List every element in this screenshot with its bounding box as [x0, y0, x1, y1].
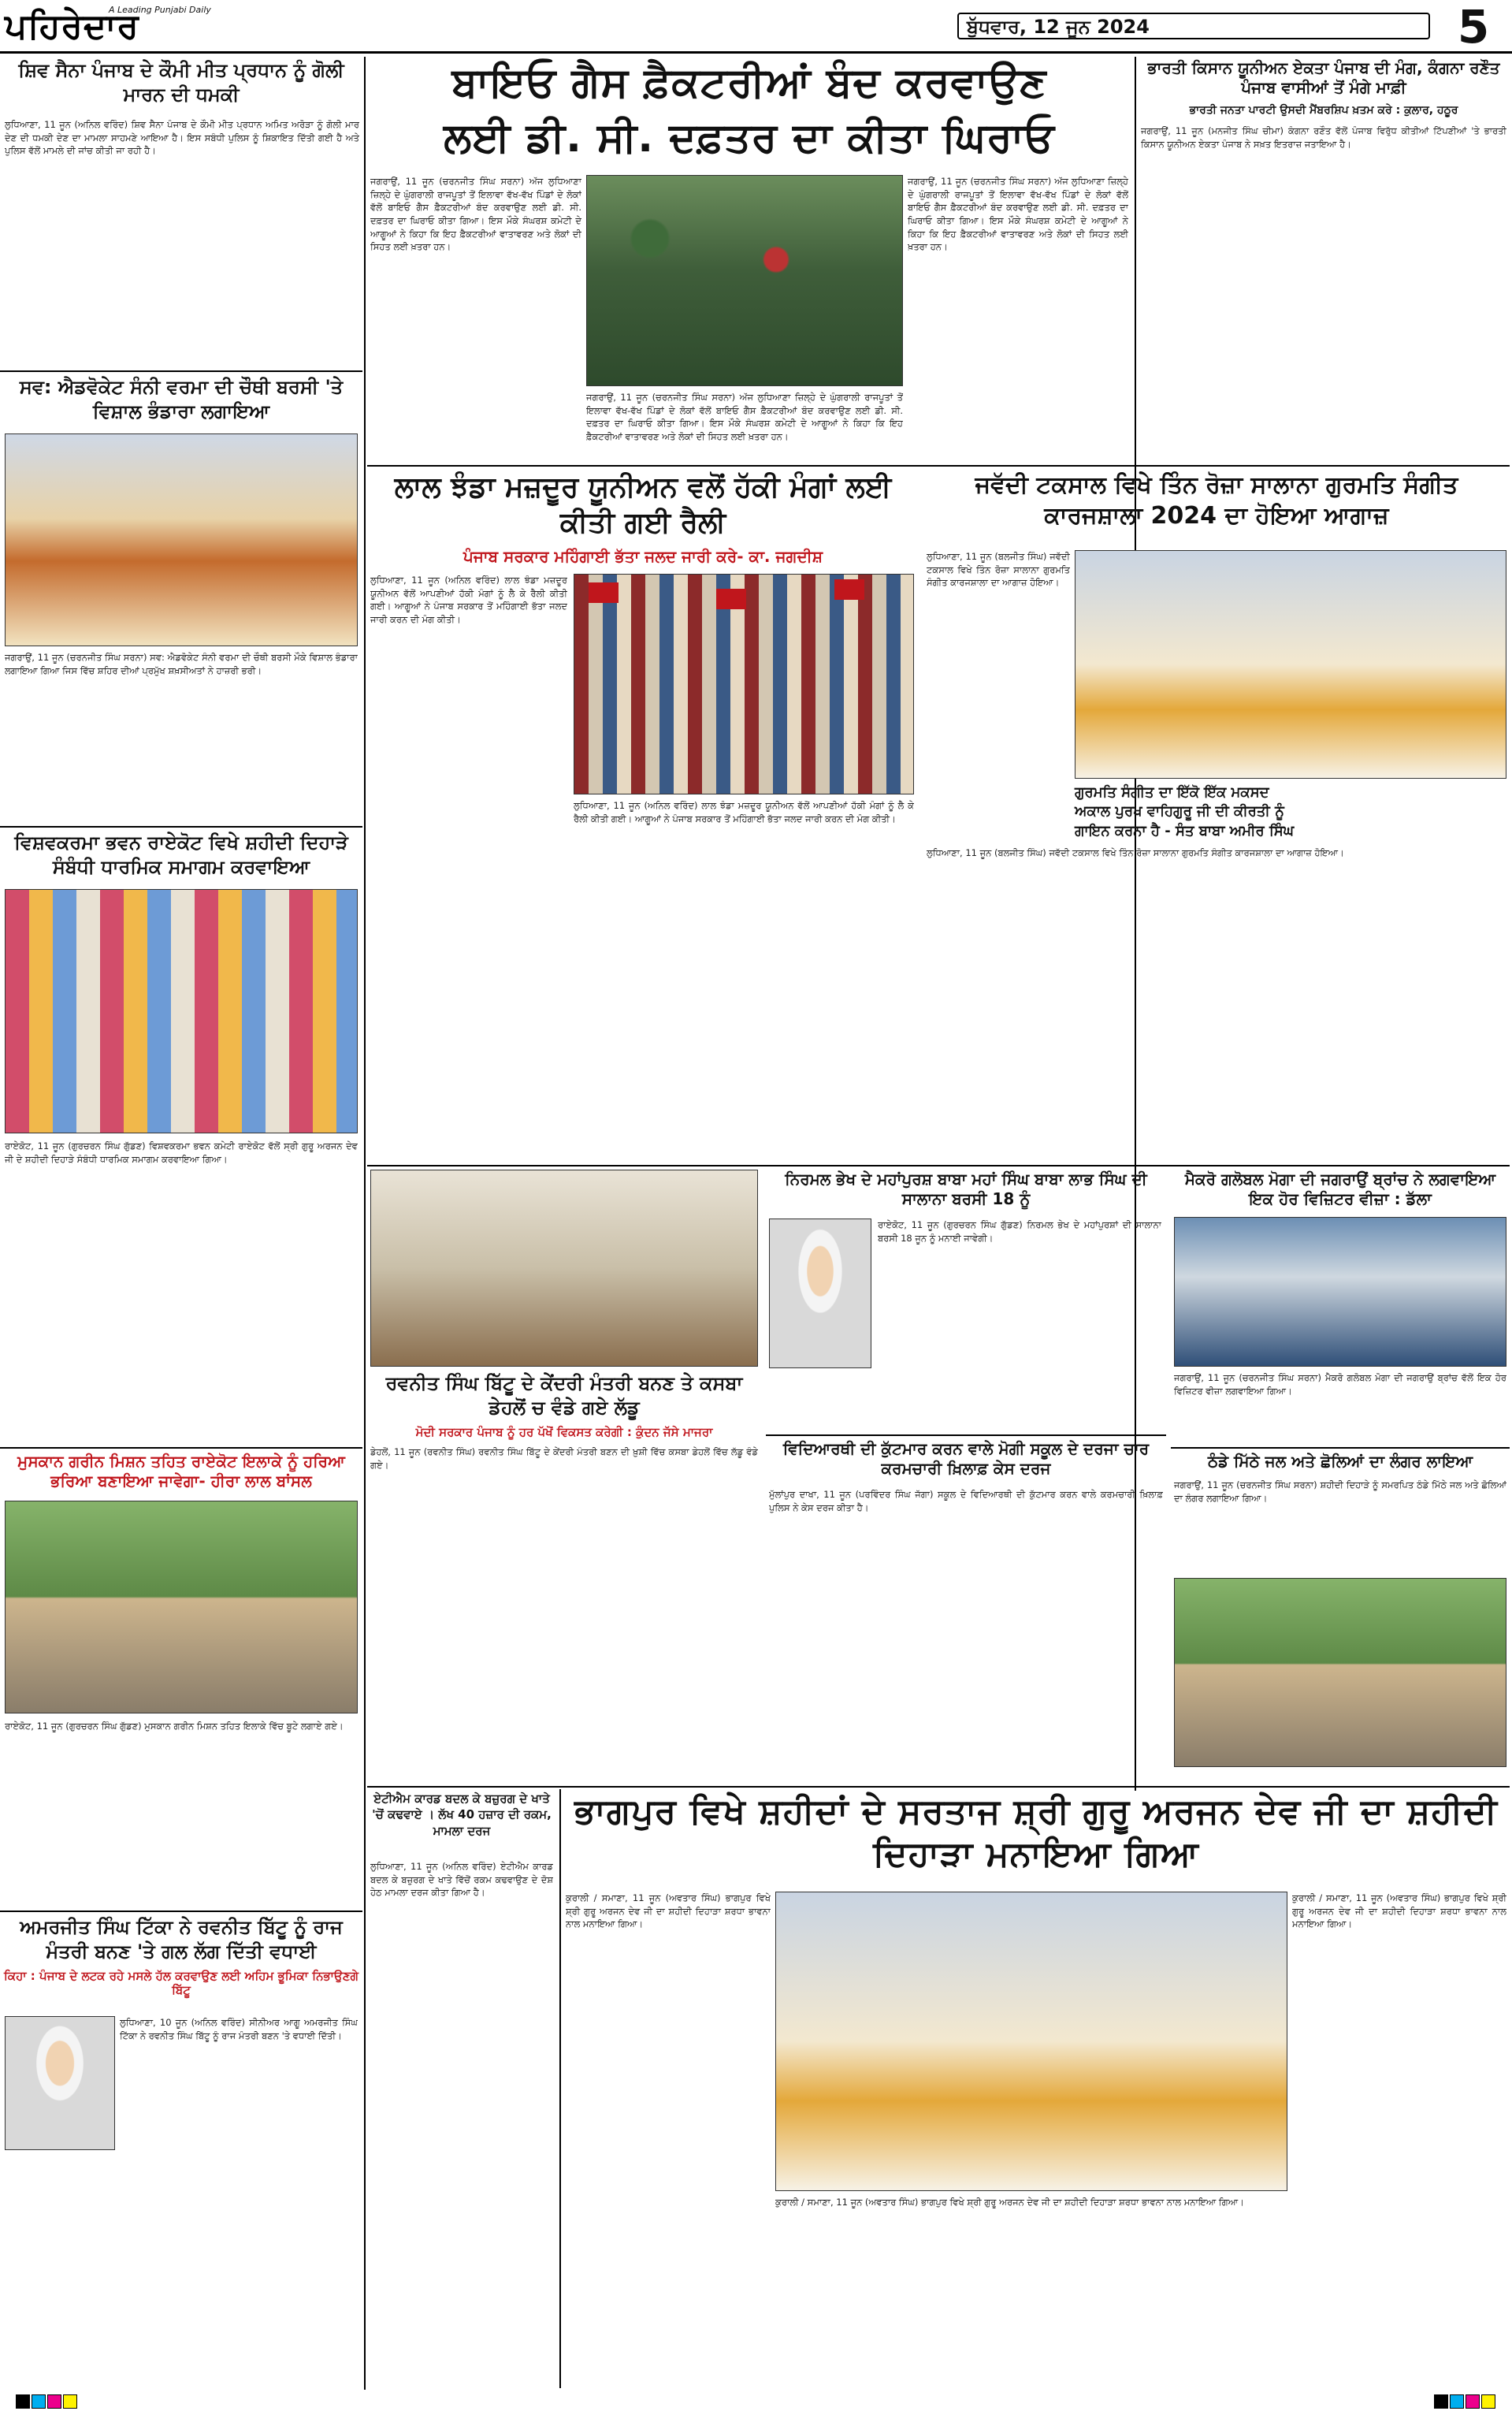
story-kisan	[1138, 57, 1510, 459]
article-body: ਜਗਰਾਉਂ, 11 ਜੂਨ (ਚਰਨਜੀਤ ਸਿੰਘ ਸਰਨਾ) ਸ਼ਹੀਦੀ ਦਿਹਾੜੇ ਨੂੰ ਸਮਰਪਿਤ ਠੰਡੇ ਮਿੱਠੇ ਜਲ ਅਤੇ ਛੋਲਿਆਂ ਦਾ ਲੰਗਰ ਲਗਾਇਆ ਗਿਆ।	[1174, 1479, 1506, 1504]
headline[interactable]: ਭਾਗਪੁਰ ਵਿਖੇ ਸ਼ਹੀਦਾਂ ਦੇ ਸਰਤਾਜ ਸ਼੍ਰੀ ਗੁਰੂ ਅਰਜਨ ਦੇਵ ਜੀ ਦਾ ਸ਼ਹੀਦੀ ਦਿਹਾੜਾ ਮਨਾਇਆ ਗਿਆ	[574, 1792, 1498, 1874]
event-photo[interactable]	[370, 1170, 758, 1367]
divider	[367, 465, 1510, 467]
article-body: ਕੁਰਾਲੀ / ਸਮਾਣਾ, 11 ਜੂਨ (ਅਵਤਾਰ ਸਿੰਘ) ਭਾਗਪੁਰ ਵਿਖੇ ਸ਼੍ਰੀ ਗੁਰੂ ਅਰਜਨ ਦੇਵ ਜੀ ਦਾ ਸ਼ਹੀਦੀ ਦਿਹਾੜਾ ਸ਼ਰਧਾ ਭਾਵਨਾ ਨਾਲ ਮਨਾਇਆ ਗਿਆ।	[566, 1892, 771, 1930]
page-number: 5	[1457, 0, 1490, 54]
article-body: ਜਗਰਾਉਂ, 11 ਜੂਨ (ਚਰਨਜੀਤ ਸਿੰਘ ਸਰਨਾ) ਮੈਕਰੋ ਗਲੋਬਲ ਮੋਗਾ ਦੀ ਜਗਰਾਉਂ ਬ੍ਰਾਂਚ ਵੱਲੋਂ ਇਕ ਹੋਰ ਵਿਜ਼ਿਟਰ ਵੀਜ਼ਾ ਲਗਵਾਇਆ ਗਿਆ।	[1174, 1372, 1506, 1397]
divider	[1171, 1447, 1510, 1449]
rally-photo[interactable]	[574, 574, 914, 794]
article-body-continued: ਜਗਰਾਉਂ, 11 ਜੂਨ (ਚਰਨਜੀਤ ਸਿੰਘ ਸਰਨਾ) ਅੱਜ ਲੁਧਿਆਣਾ ਜ਼ਿਲ੍ਹੇ ਦੇ ਘੁੰਗਰਾਲੀ ਰਾਜਪੂਤਾਂ ਤੋਂ ਇਲਾਵਾ ਵੱਖ-ਵੱਖ ਪਿੰਡਾਂ ਦੇ ਲੋਕਾਂ ਵੱਲੋਂ ਬਾਇਓ ਗੈਸ ਫ਼ੈਕਟਰੀਆਂ ਬੰਦ ਕਰਵਾਉਣ ਲਈ ਡੀ. ਸੀ. ਦਫ਼ਤਰ ਦਾ ਘਿਰਾਓ ਕੀਤਾ ਗਿਆ। ਇਸ ਮੌਕੇ ਸੰਘਰਸ਼ ਕਮੇਟੀ ਦੇ ਆਗੂਆਂ ਨੇ ਕਿਹਾ ਕਿ ਇਹ ਫ਼ੈਕਟਰੀਆਂ ਵਾਤਾਵਰਣ ਅਤੇ ਲੋਕਾਂ ਦੀ ਸਿਹਤ ਲਈ ਖ਼ਤਰਾ ਹਨ।	[908, 176, 1128, 253]
cmyk-swatch	[63, 2394, 77, 2409]
red-flag-icon	[589, 582, 619, 603]
column-rule	[559, 1789, 561, 2388]
story-tikka	[0, 1914, 362, 2387]
article-body: ਲੁਧਿਆਣਾ, 10 ਜੂਨ (ਅਨਿਲ ਵਰਿੰਦ) ਸੀਨੀਅਰ ਆਗੂ ਅਮਰਜੀਤ ਸਿੰਘ ਟਿੱਕਾ ਨੇ ਰਵਨੀਤ ਸਿੰਘ ਬਿੱਟੂ ਨੂੰ ਰਾਜ ਮੰਤਰੀ ਬਣਨ 'ਤੇ ਵਧਾਈ ਦਿੱਤੀ।	[120, 2017, 358, 2041]
headline[interactable]: ਏਟੀਐਮ ਕਾਰਡ ਬਦਲ ਕੇ ਬਜ਼ੁਰਗ ਦੇ ਖਾਤੇ 'ਚੋਂ ਕਢਵਾਏ । ਲੱਖ 40 ਹਜ਼ਾਰ ਦੀ ਰਕਮ, ਮਾਮਲਾ ਦਰਜ	[372, 1792, 552, 1838]
divider	[0, 1911, 362, 1912]
cmyk-swatch	[32, 2394, 46, 2409]
headline-line-1[interactable]: ਬਾਇਓ ਗੈਸ ਫ਼ੈਕਟਰੀਆਂ ਬੰਦ ਕਰਵਾਉਣ	[451, 59, 1047, 106]
divider	[367, 1165, 1510, 1166]
story-langar	[1171, 1450, 1510, 1773]
cmyk-swatch	[1450, 2394, 1464, 2409]
event-photo[interactable]	[5, 433, 358, 646]
ceremony-photo[interactable]	[775, 1892, 1287, 2191]
article-body: ਜਗਰਾਉਂ, 11 ਜੂਨ (ਚਰਨਜੀਤ ਸਿੰਘ ਸਰਨਾ) ਅੱਜ ਲੁਧਿਆਣਾ ਜ਼ਿਲ੍ਹੇ ਦੇ ਘੁੰਗਰਾਲੀ ਰਾਜਪੂਤਾਂ ਤੋਂ ਇਲਾਵਾ ਵੱਖ-ਵੱਖ ਪਿੰਡਾਂ ਦੇ ਲੋਕਾਂ ਵੱਲੋਂ ਬਾਇਓ ਗੈਸ ਫ਼ੈਕਟਰੀਆਂ ਬੰਦ ਕਰਵਾਉਣ ਲਈ ਡੀ. ਸੀ. ਦਫ਼ਤਰ ਦਾ ਘਿਰਾਓ ਕੀਤਾ ਗਿਆ। ਇਸ ਮੌਕੇ ਸੰਘਰਸ਼ ਕਮੇਟੀ ਦੇ ਆਗੂਆਂ ਨੇ ਕਿਹਾ ਕਿ ਇਹ ਫ਼ੈਕਟਰੀਆਂ ਵਾਤਾਵਰਣ ਅਤੇ ਲੋਕਾਂ ਦੀ ਸਿਹਤ ਲਈ ਖ਼ਤਰਾ ਹਨ।	[370, 176, 581, 253]
divider	[0, 826, 362, 828]
article-body: ਲੁਧਿਆਣਾ, 11 ਜੂਨ (ਬਲਜੀਤ ਸਿੰਘ) ਜਵੱਦੀ ਟਕਸਾਲ ਵਿਖੇ ਤਿੰਨ ਰੋਜ਼ਾ ਸਾਲਾਨਾ ਗੁਰਮਤਿ ਸੰਗੀਤ ਕਾਰਜਸ਼ਾਲਾ ਦਾ ਆਗਾਜ਼ ਹੋਇਆ।	[927, 551, 1070, 589]
story-bhagpur	[563, 1789, 1510, 2388]
article-body: ਮੁੱਲਾਂਪੁਰ ਦਾਖਾ, 11 ਜੂਨ (ਪਰਵਿੰਦਰ ਸਿੰਘ ਜੱਗਾ) ਸਕੂਲ ਦੇ ਵਿਦਿਆਰਥੀ ਦੀ ਕੁੱਟਮਾਰ ਕਰਨ ਵਾਲੇ ਕਰਮਚਾਰੀ ਖ਼ਿਲਾਫ਼ ਪੁਲਿਸ ਨੇ ਕੇਸ ਦਰਜ ਕੀਤਾ ਹੈ।	[769, 1489, 1163, 1513]
story-biogas	[367, 57, 1131, 459]
cmyk-swatch	[1434, 2394, 1448, 2409]
event-photo[interactable]	[5, 889, 358, 1133]
headline[interactable]: ਮੈਕਰੋ ਗਲੋਬਲ ਮੋਗਾ ਦੀ ਜਗਰਾਉਂ ਬ੍ਰਾਂਚ ਨੇ ਲਗਵਾਇਆ ਇਕ ਹੋਰ ਵਿਜ਼ਿਟਰ ਵੀਜ਼ਾ : ਡੱਲਾ	[1184, 1170, 1496, 1208]
article-body-continued: ਲੁਧਿਆਣਾ, 11 ਜੂਨ (ਬਲਜੀਤ ਸਿੰਘ) ਜਵੱਦੀ ਟਕਸਾਲ ਵਿਖੇ ਤਿੰਨ ਰੋਜ਼ਾ ਸਾਲਾਨਾ ਗੁਰਮਤਿ ਸੰਗੀਤ ਕਾਰਜਸ਼ਾਲਾ ਦਾ ਆਗਾਜ਼ ਹੋਇਆ।	[927, 847, 1344, 858]
divider	[0, 1447, 362, 1449]
cmyk-swatch	[1466, 2394, 1480, 2409]
headline[interactable]: ਨਿਰਮਲ ਭੇਖ ਦੇ ਮਹਾਂਪੁਰਸ਼ ਬਾਬਾ ਮਹਾਂ ਸਿੰਘ ਬਾਬਾ ਲਾਭ ਸਿੰਘ ਦੀ ਸਾਲਾਨਾ ਬਰਸੀ 18 ਨੂੰ	[785, 1170, 1147, 1208]
story-moga-school	[766, 1438, 1166, 1674]
cmyk-swatch	[1481, 2394, 1495, 2409]
subheadline: ਕਿਹਾ : ਪੰਜਾਬ ਦੇ ਲਟਕ ਰਹੇ ਮਸਲੇ ਹੱਲ ਕਰਵਾਉਣ ਲਈ ਅਹਿਮ ਭੂਮਿਕਾ ਨਿਭਾਉਣਗੇ ਬਿੱਟੂ	[4, 1969, 358, 1997]
story-bittu-laddoo	[367, 1168, 761, 1672]
red-flag-icon	[716, 589, 746, 609]
headline[interactable]: ਭਾਰਤੀ ਕਿਸਾਨ ਯੂਨੀਅਨ ਏਕਤਾ ਪੰਜਾਬ ਦੀ ਮੰਗ, ਕੰਗਨਾ ਰਣੌਤ ਪੰਜਾਬ ਵਾਸੀਆਂ ਤੋਂ ਮੰਗੇ ਮਾਫ਼ੀ	[1147, 58, 1500, 97]
article-body-continued: ਜਗਰਾਉਂ, 11 ਜੂਨ (ਚਰਨਜੀਤ ਸਿੰਘ ਸਰਨਾ) ਅੱਜ ਲੁਧਿਆਣਾ ਜ਼ਿਲ੍ਹੇ ਦੇ ਘੁੰਗਰਾਲੀ ਰਾਜਪੂਤਾਂ ਤੋਂ ਇਲਾਵਾ ਵੱਖ-ਵੱਖ ਪਿੰਡਾਂ ਦੇ ਲੋਕਾਂ ਵੱਲੋਂ ਬਾਇਓ ਗੈਸ ਫ਼ੈਕਟਰੀਆਂ ਬੰਦ ਕਰਵਾਉਣ ਲਈ ਡੀ. ਸੀ. ਦਫ਼ਤਰ ਦਾ ਘਿਰਾਓ ਕੀਤਾ ਗਿਆ। ਇਸ ਮੌਕੇ ਸੰਘਰਸ਼ ਕਮੇਟੀ ਦੇ ਆਗੂਆਂ ਨੇ ਕਿਹਾ ਕਿ ਇਹ ਫ਼ੈਕਟਰੀਆਂ ਵਾਤਾਵਰਣ ਅਤੇ ਲੋਕਾਂ ਦੀ ਸਿਹਤ ਲਈ ਖ਼ਤਰਾ ਹਨ।	[586, 392, 903, 443]
cmyk-swatch	[16, 2394, 30, 2409]
subheadline: ਭਾਰਤੀ ਜਨਤਾ ਪਾਰਟੀ ਉਸਦੀ ਮੈਂਬਰਸ਼ਿਪ ਖ਼ਤਮ ਕਰੇ : ਕੁਲਾਰ, ਹਠੂਰ	[1189, 104, 1458, 117]
red-flag-icon	[834, 579, 864, 600]
story-global-moga	[1171, 1168, 1510, 1444]
headline[interactable]: ਮੁਸਕਾਨ ਗਰੀਨ ਮਿਸ਼ਨ ਤਹਿਤ ਰਾਏਕੋਟ ਇਲਾਕੇ ਨੂੰ ਹਰਿਆ ਭਰਿਆ ਬਣਾਇਆ ਜਾਵੇਗਾ- ਹੀਰਾ ਲਾਲ ਬਾਂਸਲ	[17, 1452, 345, 1490]
article-body: ਰਾਏਕੋਟ, 11 ਜੂਨ (ਗੁਰਚਰਨ ਸਿੰਘ ਗੁੱਡਣ) ਵਿਸ਼ਵਕਰਮਾ ਭਵਨ ਕਮੇਟੀ ਰਾਏਕੋਟ ਵੱਲੋਂ ਸ੍ਰੀ ਗੁਰੂ ਅਰਜਨ ਦੇਵ ਜੀ ਦੇ ਸ਼ਹੀਦੀ ਦਿਹਾੜੇ ਸੰਬੰਧੀ ਧਾਰਮਿਕ ਸਮਾਗਮ ਕਰਵਾਇਆ ਗਿਆ।	[5, 1140, 358, 1165]
headline[interactable]: ਜਵੱਦੀ ਟਕਸਾਲ ਵਿਖੇ ਤਿੰਨ ਰੋਜ਼ਾ ਸਾਲਾਨਾ ਗੁਰਮਤਿ ਸੰਗੀਤ ਕਾਰਜਸ਼ਾਲਾ 2024 ਦਾ ਹੋਇਆ ਆਗਾਜ਼	[975, 471, 1458, 530]
story-bhandara	[0, 374, 362, 823]
story-lal-jhanda	[367, 468, 919, 1162]
protest-photo[interactable]	[586, 175, 903, 386]
masthead	[0, 0, 1512, 54]
headline[interactable]: ਰਵਨੀਤ ਸਿੰਘ ਬਿੱਟੂ ਦੇ ਕੇਂਦਰੀ ਮੰਤਰੀ ਬਨਣ ਤੇ ਕਸਬਾ ਡੇਹਲੋਂ ਚ ਵੰਡੇ ਗਏ ਲੱਡੂ	[385, 1372, 743, 1419]
article-body: ਰਾਏਕੋਟ, 11 ਜੂਨ (ਗੁਰਚਰਨ ਸਿੰਘ ਗੁੱਡਣ) ਮੁਸਕਾਨ ਗਰੀਨ ਮਿਸ਼ਨ ਤਹਿਤ ਇਲਾਕੇ ਵਿੱਚ ਬੂਟੇ ਲਗਾਏ ਗਏ।	[5, 1721, 344, 1732]
issue-date: ਬੁੱਧਵਾਰ, 12 ਜੂਨ 2024	[957, 13, 1430, 39]
headline-line-2[interactable]: ਲਈ ਡੀ. ਸੀ. ਦਫ਼ਤਰ ਦਾ ਕੀਤਾ ਘਿਰਾਓ	[444, 114, 1055, 162]
article-body: ਜਗਰਾਉਂ, 11 ਜੂਨ (ਚਰਨਜੀਤ ਸਿੰਘ ਸਰਨਾ) ਸਵ: ਐਡਵੋਕੇਟ ਸੰਨੀ ਵਰਮਾ ਦੀ ਚੌਥੀ ਬਰਸੀ ਮੌਕੇ ਵਿਸ਼ਾਲ ਭੰਡਾਰਾ ਲਗਾਇਆ ਗਿਆ ਜਿਸ ਵਿੱਚ ਸ਼ਹਿਰ ਦੀਆਂ ਪ੍ਰਮੁੱਖ ਸ਼ਖ਼ਸੀਅਤਾਂ ਨੇ ਹਾਜ਼ਰੀ ਭਰੀ।	[5, 652, 358, 676]
article-body-continued: ਲੁਧਿਆਣਾ, 11 ਜੂਨ (ਅਨਿਲ ਵਰਿੰਦ) ਲਾਲ ਝੰਡਾ ਮਜ਼ਦੂਰ ਯੂਨੀਅਨ ਵੱਲੋਂ ਆਪਣੀਆਂ ਹੱਕੀ ਮੰਗਾਂ ਨੂੰ ਲੈ ਕੇ ਰੈਲੀ ਕੀਤੀ ਗਈ। ਆਗੂਆਂ ਨੇ ਪੰਜਾਬ ਸਰਕਾਰ ਤੋਂ ਮਹਿੰਗਾਈ ਭੱਤਾ ਜਲਦ ਜਾਰੀ ਕਰਨ ਦੀ ਮੰਗ ਕੀਤੀ।	[574, 800, 914, 824]
story-muskan	[0, 1450, 362, 1907]
story-nirmal-bhekh	[766, 1168, 1166, 1432]
langar-photo[interactable]	[1174, 1578, 1506, 1767]
event-photo[interactable]	[1174, 1217, 1506, 1367]
article-body: ਲੁਧਿਆਣਾ, 11 ਜੂਨ (ਅਨਿਲ ਵਰਿੰਦ) ਏਟੀਐਮ ਕਾਰਡ ਬਦਲ ਕੇ ਬਜ਼ੁਰਗ ਦੇ ਖਾਤੇ ਵਿੱਚੋਂ ਰਕਮ ਕਢਵਾਉਣ ਦੇ ਦੋਸ਼ ਹੇਠ ਮਾਮਲਾ ਦਰਜ ਕੀਤਾ ਗਿਆ ਹੈ।	[370, 1861, 553, 1899]
headline[interactable]: ਲਾਲ ਝੰਡਾ ਮਜ਼ਦੂਰ ਯੂਨੀਅਨ ਵਲੋਂ ਹੱਕੀ ਮੰਗਾਂ ਲਈ ਕੀਤੀ ਗਈ ਰੈਲੀ	[394, 471, 892, 539]
headline[interactable]: ਵਿਦਿਆਰਥੀ ਦੀ ਕੁੱਟਮਾਰ ਕਰਨ ਵਾਲੇ ਮੋਗੀ ਸਕੂਲ ਦੇ ਦਰਜਾ ਚਾਰ ਕਰਮਚਾਰੀ ਖ਼ਿਲਾਫ਼ ਕੇਸ ਦਰਜ	[782, 1439, 1150, 1478]
print-registration-bar	[0, 2392, 1512, 2411]
logo-tagline: A Leading Punjabi Daily	[109, 5, 211, 15]
headline[interactable]: ਸਵ: ਐਡਵੋਕੇਟ ਸੰਨੀ ਵਰਮਾ ਦੀ ਚੌਥੀ ਬਰਸੀ 'ਤੇ ਵਿਸ਼ਾਲ ਭੰਡਾਰਾ ਲਗਾਇਆ	[19, 376, 344, 423]
pull-quote: ਗੁਰਮਤਿ ਸੰਗੀਤ ਦਾ ਇੱਕੋ ਇੱਕ ਮਕਸਦ ਅਕਾਲ ਪੁਰਖ ਵਾਹਿਗੁਰੂ ਜੀ ਦੀ ਕੀਰਤੀ ਨੂੰ ਗਾਇਨ ਕਰਨਾ ਹੈ - ਸੰਤ ਬਾਬਾ ਅਮੀਰ ਸਿੰਘ	[1075, 784, 1295, 839]
column-rule	[364, 57, 366, 2390]
portrait-photo[interactable]	[769, 1219, 871, 1368]
article-body-continued: ਕੁਰਾਲੀ / ਸਮਾਣਾ, 11 ਜੂਨ (ਅਵਤਾਰ ਸਿੰਘ) ਭਾਗਪੁਰ ਵਿਖੇ ਸ਼੍ਰੀ ਗੁਰੂ ਅਰਜਨ ਦੇਵ ਜੀ ਦਾ ਸ਼ਹੀਦੀ ਦਿਹਾੜਾ ਸ਼ਰਧਾ ਭਾਵਨਾ ਨਾਲ ਮਨਾਇਆ ਗਿਆ।	[775, 2197, 1244, 2208]
ceremony-photo[interactable]	[1075, 550, 1506, 779]
divider	[766, 1434, 1166, 1436]
headline[interactable]: ਅਮਰਜੀਤ ਸਿੰਘ ਟਿੱਕਾ ਨੇ ਰਵਨੀਤ ਬਿੱਟੂ ਨੂੰ ਰਾਜ ਮੰਤਰੀ ਬਨਣ 'ਤੇ ਗਲ ਲੱਗ ਦਿੱਤੀ ਵਧਾਈ	[20, 1916, 343, 1963]
article-body: ਲੁਧਿਆਣਾ, 11 ਜੂਨ (ਅਨਿਲ ਵਰਿੰਦ) ਲਾਲ ਝੰਡਾ ਮਜ਼ਦੂਰ ਯੂਨੀਅਨ ਵੱਲੋਂ ਆਪਣੀਆਂ ਹੱਕੀ ਮੰਗਾਂ ਨੂੰ ਲੈ ਕੇ ਰੈਲੀ ਕੀਤੀ ਗਈ। ਆਗੂਆਂ ਨੇ ਪੰਜਾਬ ਸਰਕਾਰ ਤੋਂ ਮਹਿੰਗਾਈ ਭੱਤਾ ਜਲਦ ਜਾਰੀ ਕਰਨ ਦੀ ਮੰਗ ਕੀਤੀ।	[370, 575, 567, 626]
headline[interactable]: ਵਿਸ਼ਵਕਰਮਾ ਭਵਨ ਰਾਏਕੋਟ ਵਿਖੇ ਸ਼ਹੀਦੀ ਦਿਹਾੜੇ ਸੰਬੰਧੀ ਧਾਰਮਿਕ ਸਮਾਗਮ ਕਰਵਾਇਆ	[14, 832, 348, 879]
divider	[0, 370, 362, 372]
newspaper-logo[interactable]: ਪਹਿਰੇਦਾਰ	[5, 6, 139, 47]
story-shiv-sena	[0, 57, 362, 368]
cmyk-swatch	[47, 2394, 61, 2409]
headline[interactable]: ਸ਼ਿਵ ਸੈਨਾ ਪੰਜਾਬ ਦੇ ਕੌਮੀ ਮੀਤ ਪ੍ਰਧਾਨ ਨੂੰ ਗੋਲੀ ਮਾਰਨ ਦੀ ਧਮਕੀ	[18, 59, 344, 106]
subheadline: ਪੰਜਾਬ ਸਰਕਾਰ ਮਹਿੰਗਾਈ ਭੱਤਾ ਜਲਦ ਜਾਰੀ ਕਰੇ- ਕਾ. ਜਗਦੀਸ਼	[463, 547, 823, 566]
article-body: ਜਗਰਾਉਂ, 11 ਜੂਨ (ਮਨਜੀਤ ਸਿੰਘ ਚੀਮਾ) ਕੰਗਨਾ ਰਣੌਤ ਵੱਲੋਂ ਪੰਜਾਬ ਵਿਰੁੱਧ ਕੀਤੀਆਂ ਟਿੱਪਣੀਆਂ 'ਤੇ ਭਾਰਤੀ ਕਿਸਾਨ ਯੂਨੀਅਨ ਏਕਤਾ ਪੰਜਾਬ ਨੇ ਸਖ਼ਤ ਇਤਰਾਜ਼ ਜਤਾਇਆ ਹੈ।	[1141, 125, 1506, 150]
article-body: ਲੁਧਿਆਣਾ, 11 ਜੂਨ (ਅਨਿਲ ਵਰਿੰਦ) ਸ਼ਿਵ ਸੈਨਾ ਪੰਜਾਬ ਦੇ ਕੌਮੀ ਮੀਤ ਪ੍ਰਧਾਨ ਅਮਿਤ ਅਰੋੜਾ ਨੂੰ ਗੋਲੀ ਮਾਰ ਦੇਣ ਦੀ ਧਮਕੀ ਦੇਣ ਦਾ ਮਾਮਲਾ ਸਾਹਮਣੇ ਆਇਆ ਹੈ। ਇਸ ਸਬੰਧੀ ਪੁਲਿਸ ਨੂੰ ਸ਼ਿਕਾਇਤ ਦਿੱਤੀ ਗਈ ਹੈ ਅਤੇ ਪੁਲਿਸ ਵੱਲੋਂ ਮਾਮਲੇ ਦੀ ਜਾਂਚ ਕੀਤੀ ਜਾ ਰਹੀ ਹੈ।	[5, 119, 359, 157]
story-atm	[367, 1789, 556, 2388]
story-vishwakarma	[0, 829, 362, 1444]
story-taksal	[923, 468, 1510, 1162]
headline[interactable]: ਠੰਡੇ ਮਿੱਠੇ ਜਲ ਅਤੇ ਛੋਲਿਆਂ ਦਾ ਲੰਗਰ ਲਾਇਆ	[1207, 1452, 1473, 1471]
subheadline: ਮੋਦੀ ਸਰਕਾਰ ਪੰਜਾਬ ਨੂੰ ਹਰ ਪੱਖੋਂ ਵਿਕਸਤ ਕਰੇਗੀ : ਕੁੰਦਨ ਜੱਸੇ ਮਾਜਰਾ	[415, 1425, 713, 1439]
divider	[367, 1786, 1510, 1788]
article-body: ਰਾਏਕੋਟ, 11 ਜੂਨ (ਗੁਰਚਰਨ ਸਿੰਘ ਗੁੱਡਣ) ਨਿਰਮਲ ਭੇਖ ਦੇ ਮਹਾਂਪੁਰਸ਼ਾਂ ਦੀ ਸਾਲਾਨਾ ਬਰਸੀ 18 ਜੂਨ ਨੂੰ ਮਨਾਈ ਜਾਵੇਗੀ।	[878, 1219, 1161, 1244]
article-body-continued: ਕੁਰਾਲੀ / ਸਮਾਣਾ, 11 ਜੂਨ (ਅਵਤਾਰ ਸਿੰਘ) ਭਾਗਪੁਰ ਵਿਖੇ ਸ਼੍ਰੀ ਗੁਰੂ ਅਰਜਨ ਦੇਵ ਜੀ ਦਾ ਸ਼ਹੀਦੀ ਦਿਹਾੜਾ ਸ਼ਰਧਾ ਭਾਵਨਾ ਨਾਲ ਮਨਾਇਆ ਗਿਆ।	[1292, 1892, 1506, 1930]
event-photo[interactable]	[5, 1501, 358, 1713]
article-body: ਡੇਹਲੋਂ, 11 ਜੂਨ (ਰਵਨੀਤ ਸਿੰਘ) ਰਵਨੀਤ ਸਿੰਘ ਬਿੱਟੂ ਦੇ ਕੇਂਦਰੀ ਮੰਤਰੀ ਬਣਨ ਦੀ ਖ਼ੁਸ਼ੀ ਵਿੱਚ ਕਸਬਾ ਡੇਹਲੋਂ ਵਿੱਚ ਲੱਡੂ ਵੰਡੇ ਗਏ।	[370, 1446, 758, 1471]
portrait-photo[interactable]	[5, 2016, 115, 2150]
